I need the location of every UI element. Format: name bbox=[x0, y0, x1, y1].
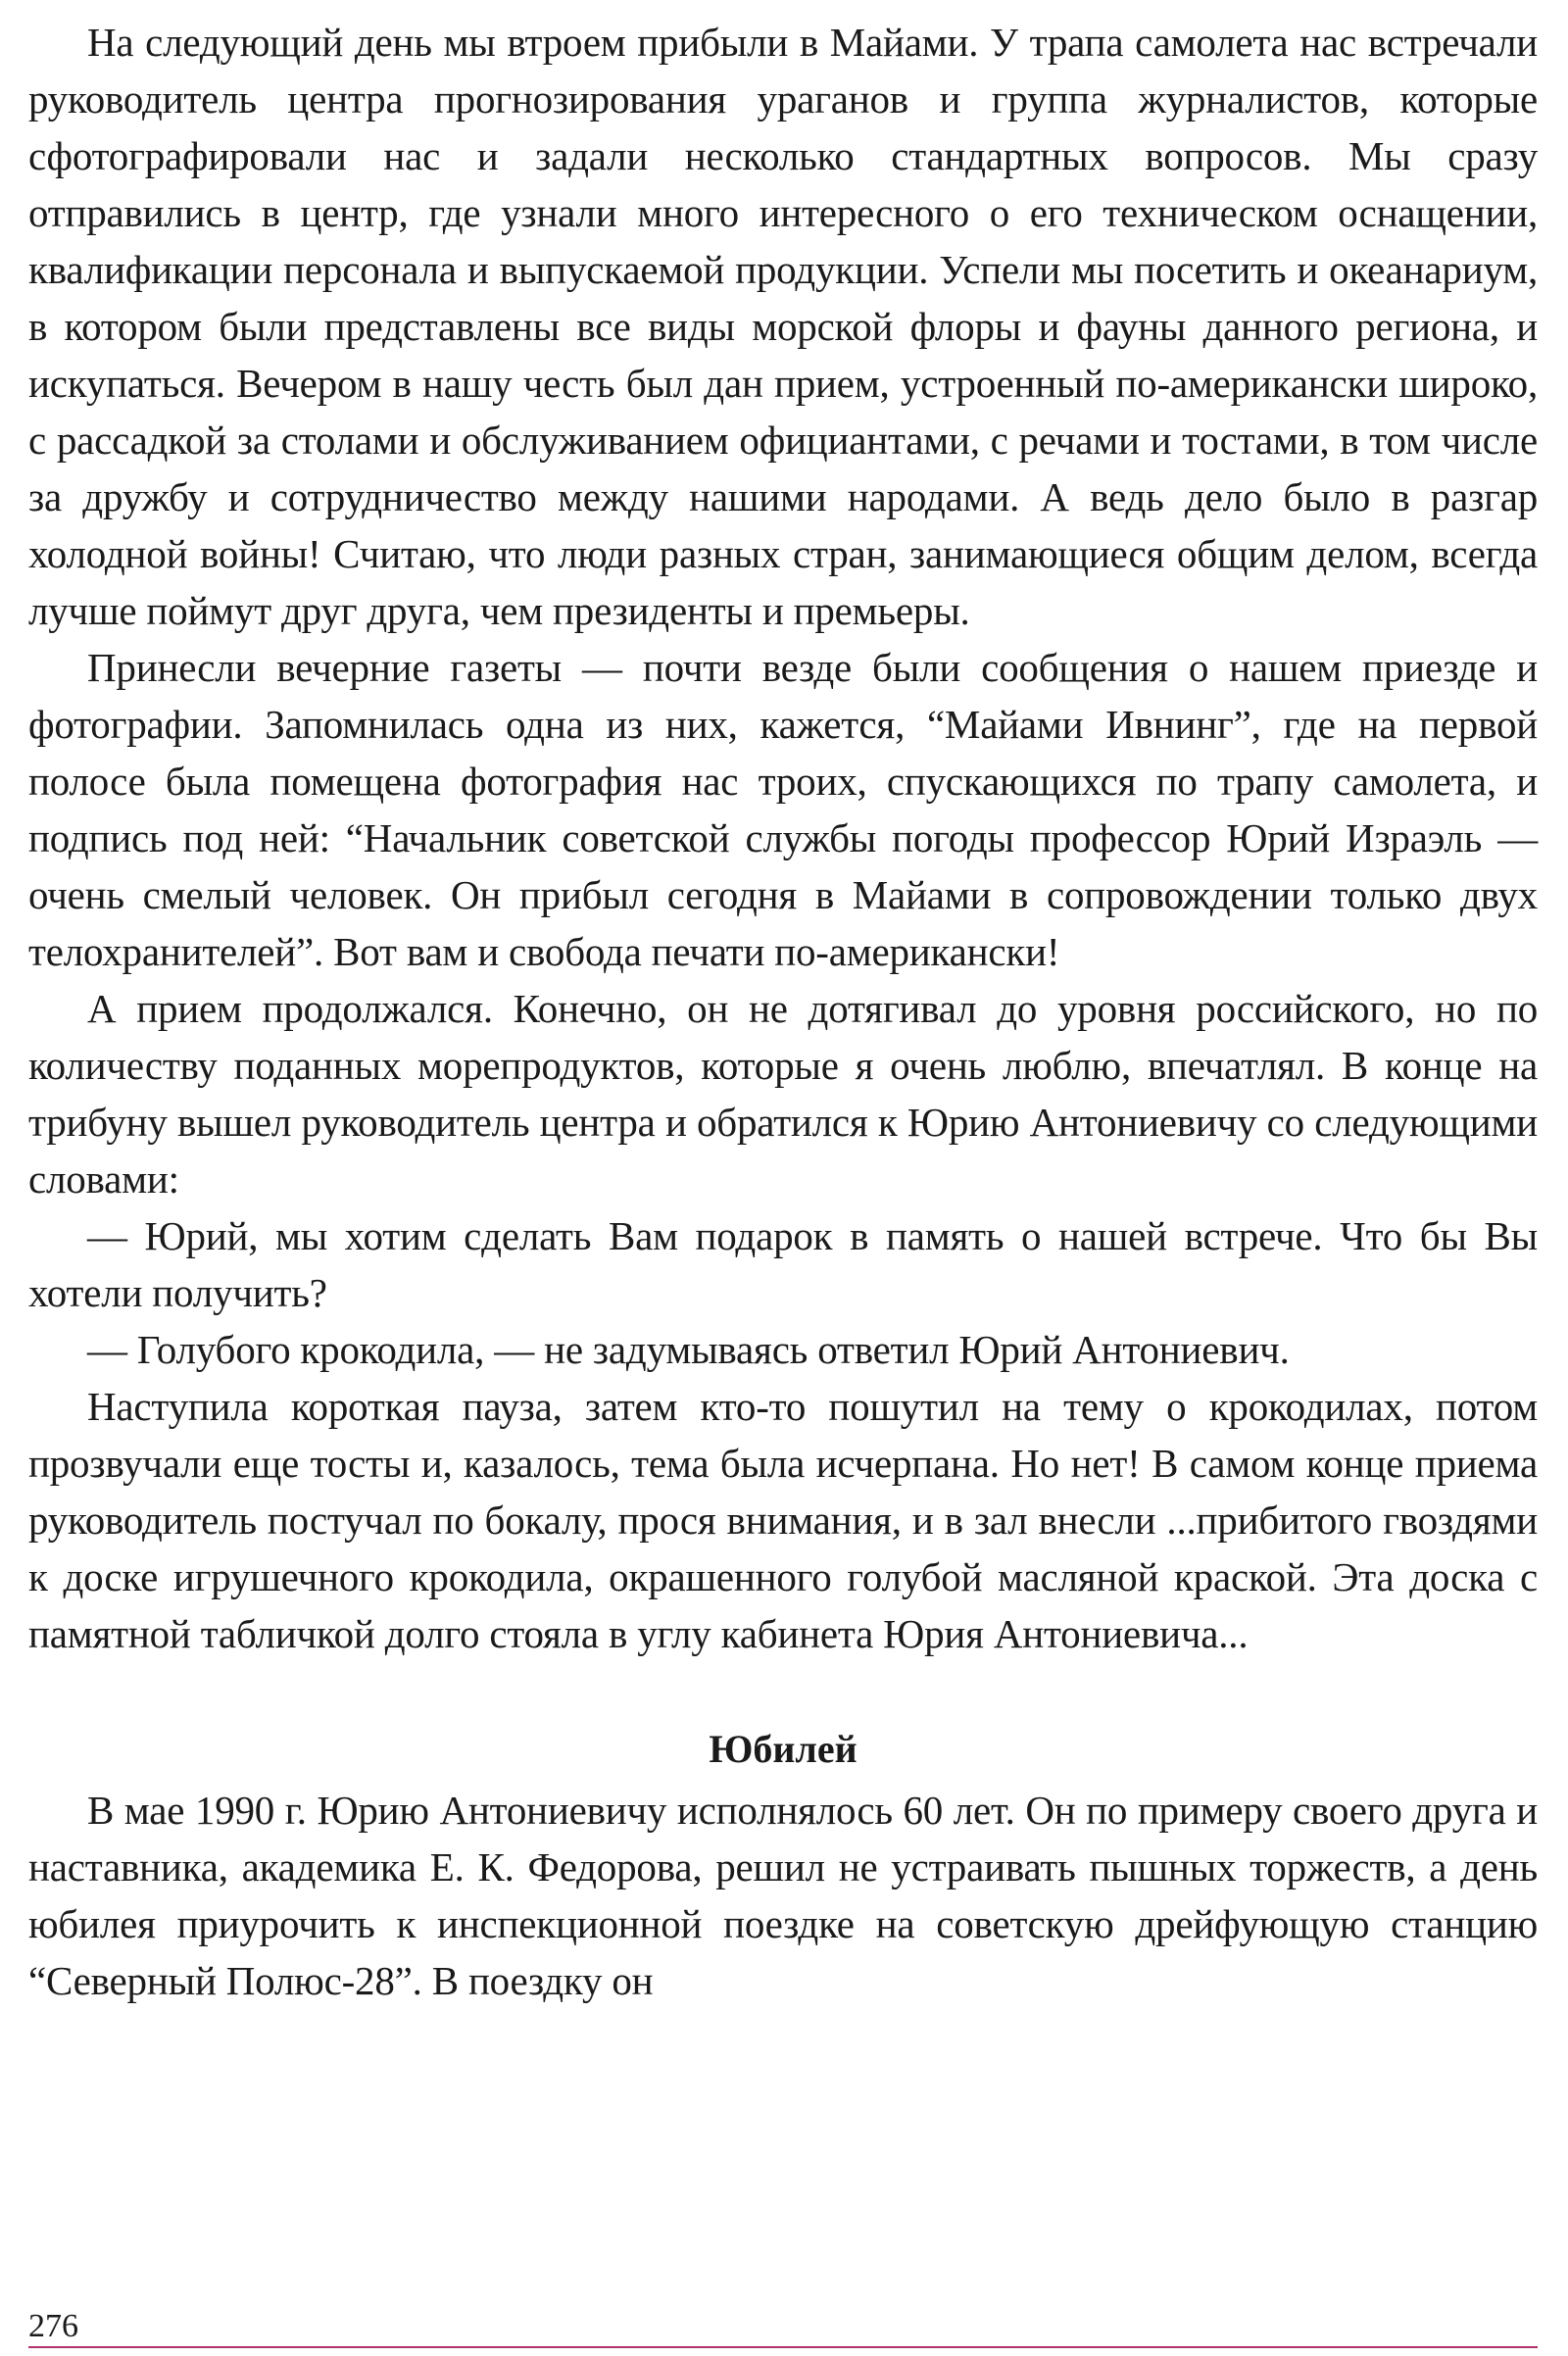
page-number: 276 bbox=[28, 2308, 78, 2344]
paragraph-evening-newspapers: Принесли вечерние газеты — почти везде были сообщения о нашем приезде и фотографии. Запомнилась одна из них, кажется, “Майами Ивнинг”, где на первой полосе была помещена фотография нас троих, спускающихся по трапу самолета, и подпись под ней: “Начальник советской службы погоды профессор Юрий Израэль — очень смелый человек. Он прибыл сегодня в Майами в сопровождении только двух телохранителей”. Вот вам и свобода печати по-американски! bbox=[28, 645, 1538, 974]
paragraph-jubilee: В мае 1990 г. Юрию Антониевичу исполнялось 60 лет. Он по примеру своего друга и наставника, академика Е. К. Федорова, решил не устраивать пышных торжеств, а день юбилея приурочить к инспекционной поездке на советскую дрейфующую станцию “Северный Полюс-28”. В поездку он bbox=[28, 1788, 1538, 2003]
section-heading-jubilee: Юбилей bbox=[709, 1727, 858, 1771]
paragraph-crocodile-gift: Наступила короткая пауза, затем кто-то пошутил на тему о крокодилах, потом прозвучали еще тосты и, казалось, тема была исчерпана. Но нет! В самом конце приема руководитель постучал по бокалу, прося внимания, и в зал внесли ...прибитого гвоздями к доске игрушечного крокодила, окрашенного голубой масляной краской. Эта доска с памятной табличкой долго стояла в углу кабинета Юрия Антониевича... bbox=[28, 1384, 1538, 1656]
dialogue-blue-crocodile: — Голубого крокодила, — не задумываясь ответил Юрий Антониевич. bbox=[87, 1327, 1290, 1372]
footer-rule bbox=[28, 2346, 1538, 2348]
page-body bbox=[28, 14, 1538, 2009]
dialogue-gift-question: — Юрий, мы хотим сделать Вам подарок в память о нашей встрече. Что бы Вы хотели получить? bbox=[28, 1213, 1538, 1315]
paragraph-miami-arrival: На следующий день мы втроем прибыли в Майами. У трапа самолета нас встречали руководитель центра прогнозирования ураганов и группа журналистов, которые сфотографировали нас и задали несколько стандартных вопросов. Мы сразу отправились в центр, где узнали много интересного о его техническом оснащении, квалификации персонала и выпускаемой продукции. Успели мы посетить и океанариум, в котором были представлены все виды морской флоры и фауны данного региона, и искупаться. Вечером в нашу честь был дан прием, устроенный по-американски широко, с рассадкой за столами и обслуживанием официантами, с речами и тостами, в том числе за дружбу и сотрудничество между нашими народами. А ведь дело было в разгар холодной войны! Считаю, что люди разных стран, занимающиеся общим делом, всегда лучше поймут друг друга, чем президенты и премьеры. bbox=[28, 20, 1538, 633]
paragraph-reception: А прием продолжался. Конечно, он не дотягивал до уровня российского, но по количеству поданных морепродуктов, которые я очень люблю, впечатлял. В конце на трибуну вышел руководитель центра и обратился к Юрию Антониевичу со следующими словами: bbox=[28, 986, 1538, 1202]
